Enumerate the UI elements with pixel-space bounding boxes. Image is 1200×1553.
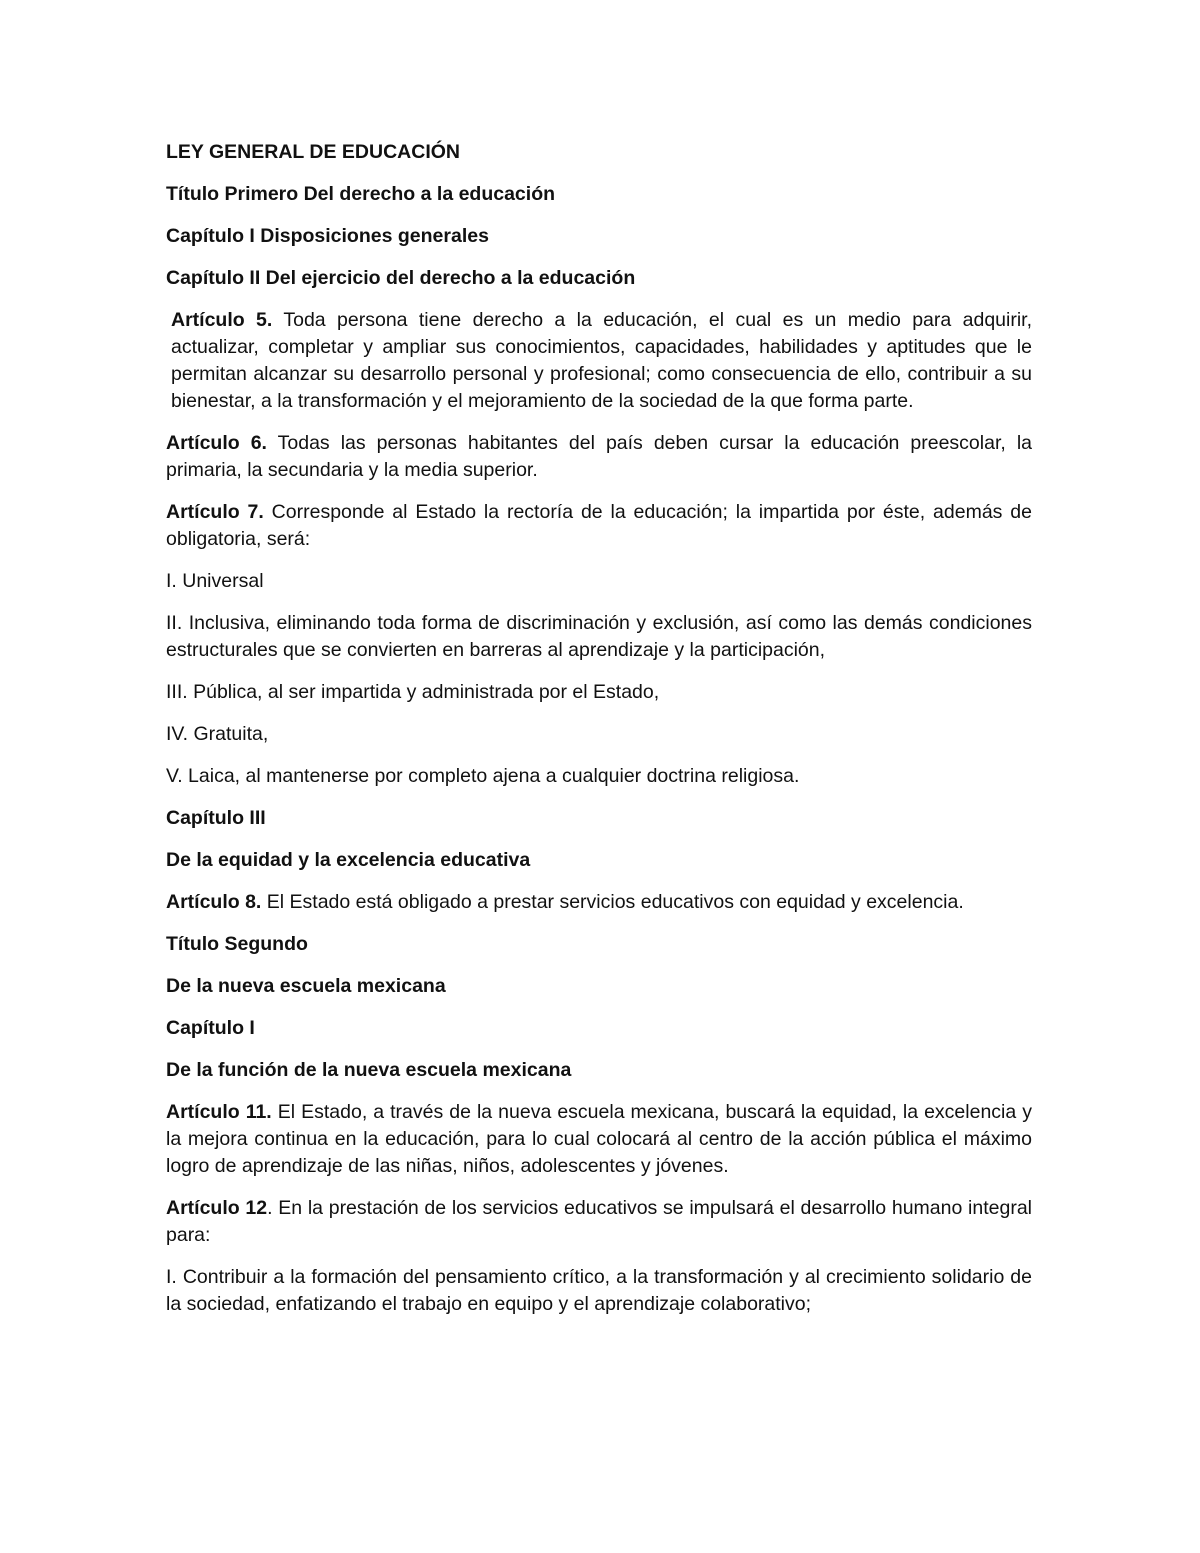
articulo-7-item: IV. Gratuita, [166,723,269,745]
articulo-5 [166,307,1032,415]
articulo-5-text: Toda persona tiene derecho a la educación, el cual es un medio para adquirir, actualizar, completar y ampliar sus conocimientos, capacidades, habilidades y aptitudes que le permitan alcanzar su desarrollo personal y profesional; como consecuencia de ello, contribuir a su bienestar, a la transformación y el mejoramiento de la sociedad de la que forma parte. [171,309,1032,412]
law-title: LEY GENERAL DE EDUCACIÓN [166,141,460,163]
articulo-6-label: Artículo 6. [166,432,267,454]
articulo-12 [166,1195,1032,1249]
titulo-segundo-name: De la nueva escuela mexicana [166,975,446,997]
articulo-7 [166,499,1032,553]
capitulo-1-heading: Capítulo I Disposiciones generales [166,225,489,247]
articulo-12-item: I. Contribuir a la formación del pensamiento crítico, a la transformación y al crecimiento solidario de la sociedad, enfatizando el trabajo en equipo y el aprendizaje colaborativo; [166,1266,1032,1315]
capitulo-1b-heading: Capítulo I [166,1017,255,1039]
articulo-6-text: Todas las personas habitantes del país deben cursar la educación preescolar, la primaria, la secundaria y la media superior. [166,432,1032,481]
titulo-primero-heading: Título Primero Del derecho a la educación [166,183,556,205]
titulo-segundo-heading: Título Segundo [166,933,308,955]
articulo-8 [166,889,1032,916]
articulo-7-item: I. Universal [166,570,264,592]
articulo-8-text: El Estado está obligado a prestar servicios educativos con equidad y excelencia. [261,891,964,913]
articulo-11-text: El Estado, a través de la nueva escuela mexicana, buscará la equidad, la excelencia y la mejora continua en la educación, para lo cual colocará al centro de la acción pública el máximo logro de aprendizaje de las niñas, niños, adolescentes y jóvenes. [166,1101,1032,1177]
articulo-12-text: . En la prestación de los servicios educativos se impulsará el desarrollo humano integral para: [166,1197,1033,1246]
capitulo-3-heading: Capítulo III [166,807,266,829]
articulo-5-label: Artículo 5. [171,309,273,331]
articulo-7-label: Artículo 7. [166,501,264,523]
articulo-12-label: Artículo 12 [166,1197,268,1219]
articulo-6 [166,430,1032,484]
document-page [166,139,1032,1333]
articulo-11-label: Artículo 11. [166,1101,272,1123]
articulo-8-label: Artículo 8. [166,891,262,913]
capitulo-1b-name: De la función de la nueva escuela mexicana [166,1059,572,1081]
articulo-7-item: V. Laica, al mantenerse por completo ajena a cualquier doctrina religiosa. [166,765,800,787]
articulo-7-item: II. Inclusiva, eliminando toda forma de discriminación y exclusión, así como las demás condiciones estructurales que se convierten en barreras al aprendizaje y la participación, [166,612,1032,661]
capitulo-3-name: De la equidad y la excelencia educativa [166,849,531,871]
articulo-7-item: III. Pública, al ser impartida y administrada por el Estado, [166,681,660,703]
articulo-11 [166,1099,1032,1180]
capitulo-2-heading: Capítulo II Del ejercicio del derecho a la educación [166,267,636,289]
articulo-7-text: Corresponde al Estado la rectoría de la educación; la impartida por éste, además de obligatoria, será: [166,501,1032,550]
